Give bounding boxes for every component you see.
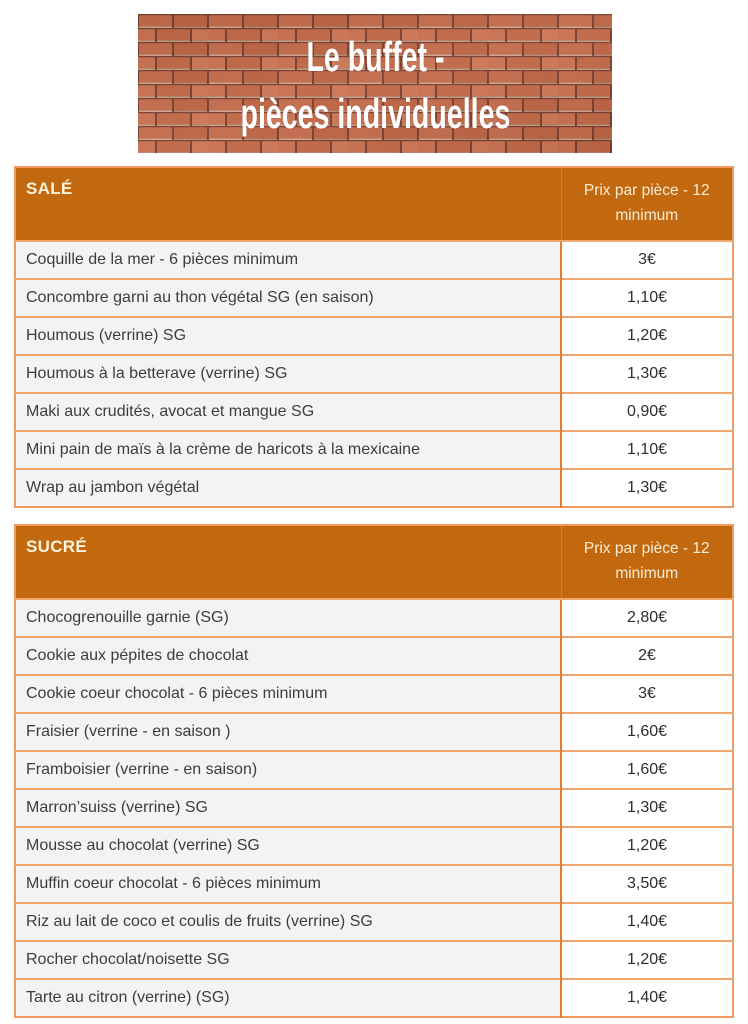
item-name: Muffin coeur chocolat - 6 pièces minimum [15,865,561,903]
banner-title-line1: Le buffet - [305,33,445,80]
item-price: 3,50€ [561,865,733,903]
item-name: Riz au lait de coco et coulis de fruits (verrine) SG [15,903,561,941]
menu-table [14,166,734,508]
item-name: Chocogrenouille garnie (SG) [15,599,561,637]
item-name: Concombre garni au thon végétal SG (en saison) [15,279,561,317]
banner-title [138,14,612,153]
item-price: 1,60€ [561,713,733,751]
table-row [15,599,733,637]
item-name: Mini pain de maïs à la crème de haricots à la mexicaine [15,431,561,469]
table-row [15,751,733,789]
item-price: 3€ [561,241,733,279]
item-name: Cookie coeur chocolat - 6 pièces minimum [15,675,561,713]
table-row [15,279,733,317]
table-row [15,979,733,1017]
item-price: 2,80€ [561,599,733,637]
item-name: Houmous (verrine) SG [15,317,561,355]
item-price: 1,60€ [561,751,733,789]
item-price: 1,40€ [561,979,733,1017]
item-name: Rocher chocolat/noisette SG [15,941,561,979]
table-row [15,903,733,941]
item-name: Framboisier (verrine - en saison) [15,751,561,789]
table-row [15,241,733,279]
table-row [15,827,733,865]
price-column-header: Prix par pièce - 12 minimum [561,525,733,599]
item-name: Tarte au citron (verrine) (SG) [15,979,561,1017]
table-body [15,599,733,1017]
table-row [15,393,733,431]
table-row [15,637,733,675]
item-price: 1,20€ [561,317,733,355]
item-price: 2€ [561,637,733,675]
price-tables [14,166,734,1018]
banner-title-line2: pièces individuelles [240,90,510,138]
table-body [15,241,733,507]
item-price: 1,20€ [561,827,733,865]
banner [138,14,612,153]
price-column-header: Prix par pièce - 12 minimum [561,167,733,241]
item-name: Fraisier (verrine - en saison ) [15,713,561,751]
item-price: 1,10€ [561,431,733,469]
section-title: SUCRÉ [15,525,561,599]
menu-table [14,524,734,1018]
item-price: 1,20€ [561,941,733,979]
item-name: Coquille de la mer - 6 pièces minimum [15,241,561,279]
item-name: Mousse au chocolat (verrine) SG [15,827,561,865]
table-header-row [15,525,733,599]
item-name: Cookie aux pépites de chocolat [15,637,561,675]
table-row [15,865,733,903]
table-row [15,941,733,979]
table-row [15,355,733,393]
item-name: Houmous à la betterave (verrine) SG [15,355,561,393]
table-row [15,469,733,507]
table-row [15,317,733,355]
item-price: 0,90€ [561,393,733,431]
item-price: 1,30€ [561,469,733,507]
item-price: 1,30€ [561,355,733,393]
item-name: Maki aux crudités, avocat et mangue SG [15,393,561,431]
table-header-row [15,167,733,241]
item-price: 1,10€ [561,279,733,317]
item-name: Marron’suiss (verrine) SG [15,789,561,827]
table-row [15,789,733,827]
table-row [15,713,733,751]
table-row [15,675,733,713]
section-title: SALÉ [15,167,561,241]
item-price: 1,30€ [561,789,733,827]
table-row [15,431,733,469]
item-price: 3€ [561,675,733,713]
item-name: Wrap au jambon végétal [15,469,561,507]
item-price: 1,40€ [561,903,733,941]
